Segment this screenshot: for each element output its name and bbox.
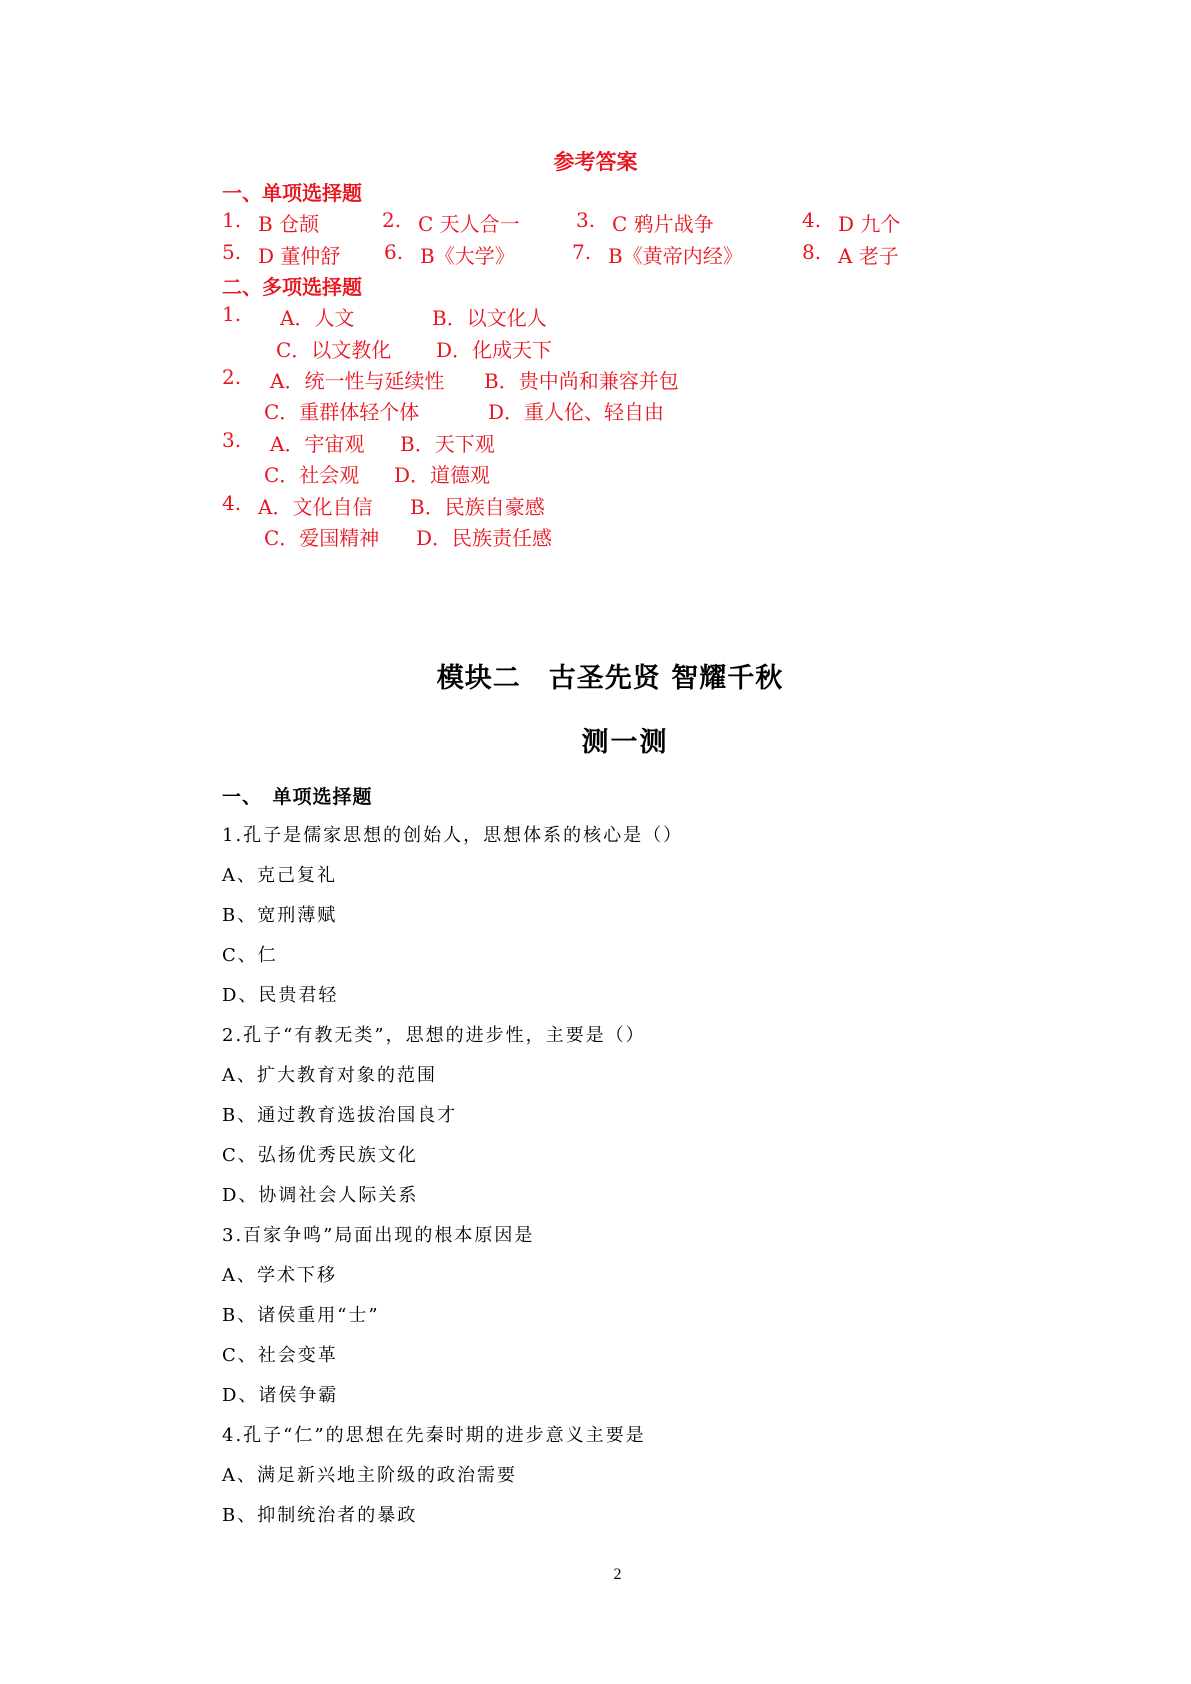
multi-choice-answer-heading: 二、多项选择题 [222,275,362,299]
answer-option: C．爱国精神 [264,526,380,550]
answer-option: C．重群体轻个体 [264,400,420,424]
answer-item-num: 1. [222,208,242,232]
answer-item-num: 7. [572,240,592,264]
answer-item-num: 6. [384,240,404,264]
answer-option: D．化成天下 [436,338,553,362]
answer-item-value: B 仓颉 [258,212,320,236]
option-line: C、仁 [222,945,278,966]
answer-option: D．民族责任感 [416,526,553,550]
page-number: 2 [613,1566,622,1583]
quiz-section-heading: 一、 单项选择题 [222,786,373,808]
option-line: A、学术下移 [222,1265,337,1286]
option-line: C、弘扬优秀民族文化 [222,1145,418,1166]
answer-option: A．宇宙观 [270,432,365,456]
answer-item-value: C 鸦片战争 [612,212,714,236]
option-line: B、宽刑薄赋 [222,905,338,926]
answer-item-num: 1. [222,302,242,326]
answer-item-value: D 九个 [838,212,901,236]
answer-item-num: 2. [222,365,242,389]
answer-item-value: A 老子 [838,244,899,268]
answer-option: A．统一性与延续性 [270,369,445,393]
answer-option: D．道德观 [394,463,491,487]
option-line: B、诸侯重用“士” [222,1305,380,1326]
answer-item-num: 3. [576,208,596,232]
answer-option: B．以文化人 [432,306,547,330]
answer-item-value: C 天人合一 [418,212,520,236]
answer-option: D．重人伦、轻自由 [488,400,665,424]
option-line: C、社会变革 [222,1345,338,1366]
single-choice-answer-heading: 一、单项选择题 [222,181,362,205]
option-line: D、协调社会人际关系 [222,1185,419,1206]
option-line: B、抑制统治者的暴政 [222,1505,418,1526]
option-line: A、满足新兴地主阶级的政治需要 [222,1465,517,1486]
answer-option: B．贵中尚和兼容并包 [484,369,679,393]
answer-option: B．天下观 [400,432,495,456]
answer-item-num: 3. [222,428,242,452]
question-line: 2.孔子“有教无类”，思想的进步性，主要是（） [222,1025,646,1046]
answer-item-num: 5. [222,240,242,264]
option-line: D、诸侯争霸 [222,1385,339,1406]
question-line: 4.孔子“仁”的思想在先秦时期的进步意义主要是 [222,1425,646,1446]
answer-key-title: 参考答案 [553,149,638,174]
quiz-list [222,822,683,1542]
answer-item-value: B《黄帝内经》 [608,244,743,268]
answer-option: C．社会观 [264,463,360,487]
answer-item-num: 8. [802,240,822,264]
answer-option: A．人文 [280,306,355,330]
module-title: 模块二 古圣先贤 智耀千秋 [436,663,784,694]
answer-item-num: 2. [382,208,402,232]
quiz-title: 测一测 [581,727,669,758]
option-line: A、克己复礼 [222,865,337,886]
answer-item-num: 4. [802,208,822,232]
question-line: 1.孔子是儒家思想的创始人，思想体系的核心是（） [222,825,684,846]
answer-option: B．民族自豪感 [410,495,545,519]
question-line: 3.百家争鸣”局面出现的根本原因是 [222,1225,535,1246]
option-line: B、通过教育选拔治国良才 [222,1105,458,1126]
answer-option: A．文化自信 [258,495,373,519]
option-line: A、扩大教育对象的范围 [222,1065,437,1086]
answer-item-value: B《大学》 [420,244,515,268]
answer-item-value: D 董仲舒 [258,244,341,268]
option-line: D、民贵君轻 [222,985,339,1006]
answer-item-num: 4. [222,491,242,515]
answer-option: C．以文教化 [276,338,392,362]
